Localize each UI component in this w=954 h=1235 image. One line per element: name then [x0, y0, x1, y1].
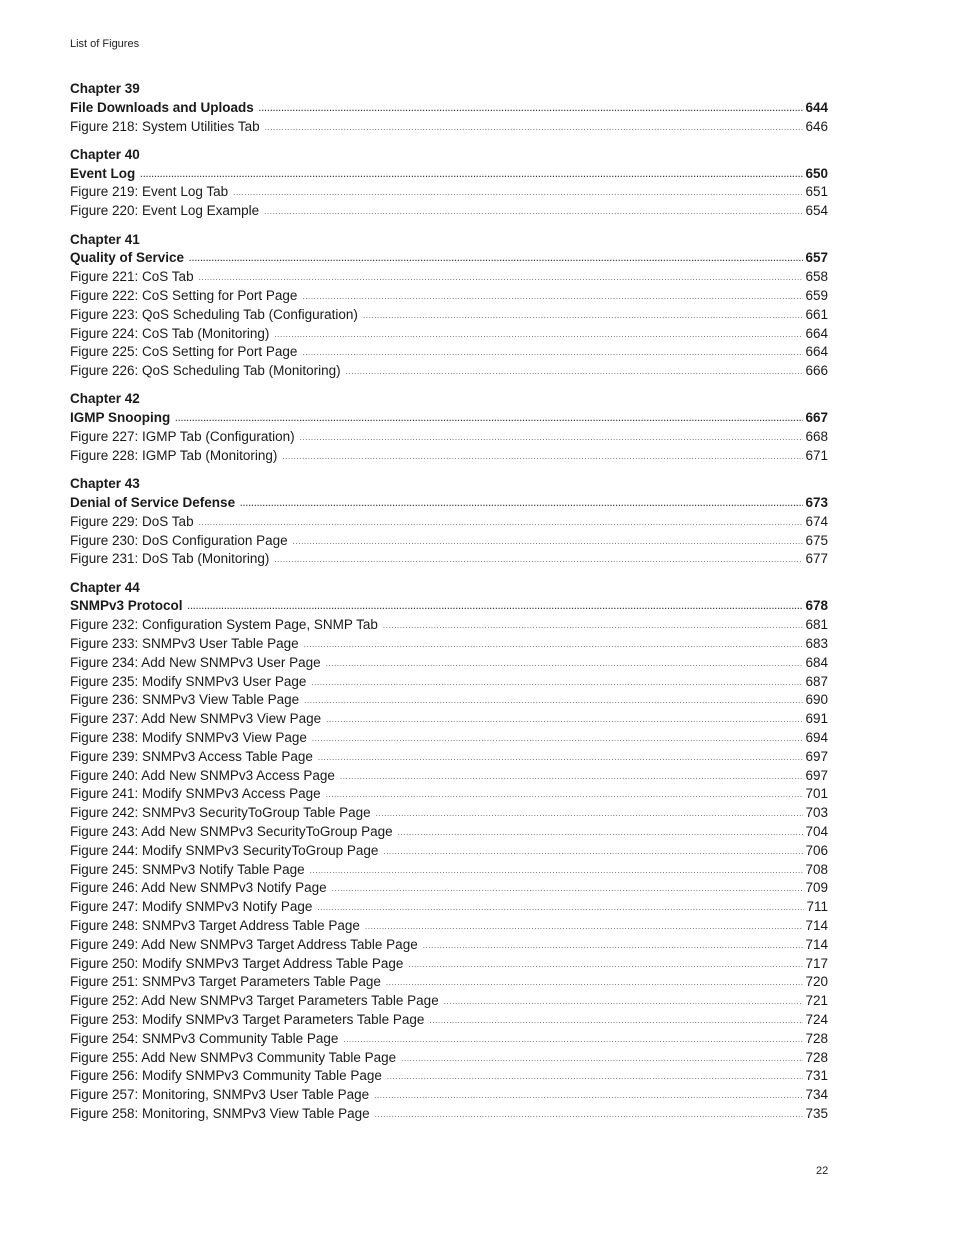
- dot-leader: [376, 805, 804, 824]
- dot-leader: [326, 711, 803, 730]
- figure-title: Figure 234: Add New SNMPv3 User Page: [70, 654, 321, 670]
- chapter-page-number: 657: [805, 250, 828, 266]
- figure-entry[interactable]: [70, 823, 828, 842]
- page-number: 22: [816, 1165, 829, 1177]
- figure-entry[interactable]: [70, 1086, 828, 1105]
- figure-entry[interactable]: [70, 325, 828, 344]
- dot-leader: [326, 786, 804, 805]
- figure-page-number: 714: [805, 917, 828, 933]
- figure-title: Figure 252: Add New SNMPv3 Target Parameters Table Page: [70, 993, 439, 1009]
- chapter-section: [70, 80, 828, 136]
- figure-entry[interactable]: [70, 729, 828, 748]
- chapter-title: Denial of Service Defense: [70, 494, 236, 510]
- figure-page-number: 681: [805, 617, 828, 633]
- dot-leader: [240, 495, 803, 514]
- figure-title: Figure 218: System Utilities Tab: [70, 118, 260, 134]
- dot-leader: [304, 692, 803, 711]
- chapter-page-number: 650: [805, 165, 828, 181]
- figure-page-number: 709: [805, 880, 828, 896]
- figure-entry[interactable]: [70, 861, 828, 880]
- figure-entry[interactable]: [70, 1030, 828, 1049]
- figure-title: Figure 225: CoS Setting for Port Page: [70, 344, 298, 360]
- chapter-section: [70, 390, 828, 465]
- figure-page-number: 720: [805, 974, 828, 990]
- figure-title: Figure 230: DoS Configuration Page: [70, 532, 288, 548]
- figure-page-number: 701: [805, 786, 828, 802]
- chapter-title-entry[interactable]: [70, 597, 828, 616]
- figure-page-number: 654: [805, 203, 828, 219]
- figure-page-number: 687: [805, 673, 828, 689]
- figure-page-number: 651: [805, 184, 828, 200]
- chapter-page-number: 644: [805, 99, 828, 115]
- figure-page-number: 677: [805, 551, 828, 567]
- chapter-label: Chapter 43: [70, 476, 140, 492]
- dot-leader: [312, 730, 804, 749]
- chapter-title: SNMPv3 Protocol: [70, 598, 183, 614]
- figure-page-number: 731: [805, 1068, 828, 1084]
- figure-entry[interactable]: [70, 1067, 828, 1086]
- figure-entry[interactable]: [70, 616, 828, 635]
- chapter-section: [70, 146, 828, 221]
- figure-entry[interactable]: [70, 767, 828, 786]
- dot-leader: [282, 448, 803, 467]
- figure-title: Figure 238: Modify SNMPv3 View Page: [70, 730, 307, 745]
- dot-leader: [444, 993, 804, 1012]
- dot-leader: [233, 184, 803, 203]
- figure-title: Figure 222: CoS Setting for Port Page: [70, 287, 298, 303]
- figure-page-number: 735: [805, 1105, 828, 1121]
- document-page: [70, 0, 828, 1235]
- figure-page-number: 646: [805, 118, 828, 134]
- figure-title: Figure 249: Add New SNMPv3 Target Address Table Page: [70, 936, 418, 952]
- figure-title: Figure 251: SNMPv3 Target Parameters Table Page: [70, 974, 381, 990]
- dot-leader: [311, 674, 803, 693]
- figure-entry[interactable]: [70, 343, 828, 362]
- figure-entry[interactable]: [70, 936, 828, 955]
- figure-entry[interactable]: [70, 118, 828, 137]
- chapter-label: Chapter 42: [70, 391, 140, 407]
- chapter-title: Event Log: [70, 165, 136, 181]
- figure-title: Figure 229: DoS Tab: [70, 513, 194, 529]
- chapter-title-entry[interactable]: [70, 99, 828, 118]
- dot-leader: [140, 166, 803, 185]
- figure-entry[interactable]: [70, 654, 828, 673]
- dot-leader: [365, 918, 804, 937]
- figure-title: Figure 221: CoS Tab: [70, 269, 194, 285]
- figure-title: Figure 244: Modify SNMPv3 SecurityToGroup Page: [70, 842, 379, 858]
- figure-page-number: 659: [805, 287, 828, 303]
- figure-title: Figure 237: Add New SNMPv3 View Page: [70, 711, 322, 727]
- figure-title: Figure 219: Event Log Tab: [70, 184, 229, 200]
- chapter-page-number: 678: [805, 598, 828, 614]
- figure-entry[interactable]: [70, 691, 828, 710]
- figure-title: Figure 250: Modify SNMPv3 Target Address Table Page: [70, 955, 404, 971]
- figure-page-number: 703: [805, 805, 828, 821]
- figure-title: Figure 240: Add New SNMPv3 Access Page: [70, 767, 335, 783]
- dot-leader: [310, 862, 804, 881]
- dot-leader: [259, 100, 804, 119]
- figure-list: [70, 513, 828, 569]
- figure-page-number: 704: [805, 823, 828, 839]
- dot-leader: [300, 429, 804, 448]
- chapter-page-number: 667: [805, 410, 828, 426]
- figure-entry[interactable]: [70, 550, 828, 569]
- figure-list: [70, 268, 828, 381]
- figure-entry[interactable]: [70, 973, 828, 992]
- dot-leader: [302, 344, 803, 363]
- figure-entry[interactable]: [70, 917, 828, 936]
- figure-page-number: 717: [805, 955, 828, 971]
- figure-list: [70, 616, 828, 1124]
- figure-title: Figure 245: SNMPv3 Notify Table Page: [70, 861, 305, 877]
- dot-leader: [429, 1012, 803, 1031]
- figure-page-number: 708: [805, 861, 828, 877]
- figure-page-number: 734: [805, 1087, 828, 1103]
- figure-title: Figure 255: Add New SNMPv3 Community Table Page: [70, 1049, 397, 1065]
- figure-page-number: 724: [805, 1011, 828, 1027]
- dot-leader: [346, 363, 804, 382]
- dot-leader: [423, 937, 804, 956]
- dot-leader: [304, 636, 804, 655]
- figure-page-number: 683: [805, 636, 828, 652]
- figure-title: Figure 257: Monitoring, SNMPv3 User Table Page: [70, 1087, 370, 1103]
- figure-entry[interactable]: [70, 513, 828, 532]
- dot-leader: [274, 551, 803, 570]
- figure-entry[interactable]: [70, 673, 828, 692]
- figure-list: [70, 183, 828, 221]
- dot-leader: [408, 956, 803, 975]
- figure-entry[interactable]: [70, 1011, 828, 1030]
- figure-title: Figure 232: Configuration System Page, SNMP Tab: [70, 617, 378, 633]
- dot-leader: [189, 250, 803, 269]
- figure-page-number: 691: [805, 711, 828, 727]
- figure-page-number: 690: [805, 692, 828, 708]
- figure-title: Figure 226: QoS Scheduling Tab (Monitoring): [70, 363, 341, 379]
- figure-entry[interactable]: [70, 748, 828, 767]
- figure-title: Figure 235: Modify SNMPv3 User Page: [70, 673, 307, 689]
- dot-leader: [175, 410, 803, 429]
- figure-title: Figure 236: SNMPv3 View Table Page: [70, 692, 300, 708]
- figure-page-number: 706: [805, 842, 828, 858]
- figure-title: Figure 246: Add New SNMPv3 Notify Page: [70, 880, 327, 896]
- chapter-title: Quality of Service: [70, 250, 185, 266]
- figure-page-number: 728: [805, 1049, 828, 1065]
- figure-entry[interactable]: [70, 268, 828, 287]
- chapter-section: [70, 475, 828, 569]
- figure-page-number: 697: [805, 767, 828, 783]
- figure-entry[interactable]: [70, 306, 828, 325]
- figure-title: Figure 241: Modify SNMPv3 Access Page: [70, 786, 321, 802]
- figure-page-number: 664: [805, 325, 828, 341]
- dot-leader: [343, 1031, 803, 1050]
- chapter-title-entry[interactable]: [70, 249, 828, 268]
- chapter-title-entry[interactable]: [70, 165, 828, 184]
- figure-title: Figure 254: SNMPv3 Community Table Page: [70, 1030, 339, 1046]
- figure-title: Figure 223: QoS Scheduling Tab (Configuration): [70, 306, 358, 322]
- figure-entry[interactable]: [70, 879, 828, 898]
- figure-title: Figure 233: SNMPv3 User Table Page: [70, 636, 299, 652]
- dot-leader: [386, 974, 804, 993]
- dot-leader: [293, 533, 804, 552]
- figure-title: Figure 224: CoS Tab (Monitoring): [70, 325, 270, 341]
- dot-leader: [264, 203, 803, 222]
- dot-leader: [199, 514, 804, 533]
- figure-entry[interactable]: [70, 842, 828, 861]
- figure-page-number: 714: [805, 936, 828, 952]
- figure-entry[interactable]: [70, 955, 828, 974]
- dot-leader: [387, 1068, 804, 1087]
- dot-leader: [363, 307, 804, 326]
- figure-page-number: 675: [805, 532, 828, 548]
- figure-page-number: 721: [805, 993, 828, 1009]
- figure-page-number: 711: [806, 899, 828, 915]
- figure-entry[interactable]: [70, 362, 828, 381]
- figure-title: Figure 228: IGMP Tab (Monitoring): [70, 447, 278, 463]
- dot-leader: [188, 598, 804, 617]
- figure-title: Figure 242: SNMPv3 SecurityToGroup Table Page: [70, 805, 371, 821]
- chapter-label: Chapter 41: [70, 231, 140, 247]
- chapter-label: Chapter 40: [70, 146, 140, 162]
- figure-entry[interactable]: [70, 447, 828, 466]
- chapter-title: IGMP Snooping: [70, 410, 171, 426]
- chapter-label: Chapter 44: [70, 579, 140, 595]
- figure-title: Figure 253: Modify SNMPv3 Target Parameters Table Page: [70, 1011, 425, 1027]
- figure-entry[interactable]: [70, 804, 828, 823]
- dot-leader: [383, 843, 803, 862]
- dot-leader: [318, 749, 804, 768]
- figure-page-number: 694: [805, 730, 828, 745]
- chapter-page-number: 673: [805, 494, 828, 510]
- chapter-section: [70, 231, 828, 381]
- figure-title: Figure 258: Monitoring, SNMPv3 View Table Page: [70, 1105, 370, 1121]
- chapter-title: File Downloads and Uploads: [70, 99, 254, 115]
- figure-page-number: 697: [805, 748, 828, 764]
- figure-page-number: 658: [805, 269, 828, 285]
- figure-entry[interactable]: [70, 202, 828, 221]
- chapter-title-entry[interactable]: [70, 494, 828, 513]
- figure-title: Figure 239: SNMPv3 Access Table Page: [70, 748, 313, 764]
- figure-page-number: 674: [805, 513, 828, 529]
- figure-page-number: 684: [805, 654, 828, 670]
- figure-entry[interactable]: [70, 532, 828, 551]
- list-of-figures: [70, 80, 828, 1133]
- dot-leader: [340, 768, 804, 787]
- figure-entry[interactable]: [70, 635, 828, 654]
- chapter-label: Chapter 39: [70, 81, 140, 96]
- figure-entry[interactable]: [70, 287, 828, 306]
- dot-leader: [265, 119, 804, 138]
- figure-page-number: 728: [805, 1030, 828, 1046]
- figure-title: Figure 247: Modify SNMPv3 Notify Page: [70, 899, 313, 915]
- running-head: List of Figures: [70, 38, 140, 50]
- figure-entry[interactable]: [70, 428, 828, 447]
- dot-leader: [383, 617, 804, 636]
- figure-title: Figure 227: IGMP Tab (Configuration): [70, 429, 295, 445]
- figure-list: [70, 428, 828, 466]
- dot-leader: [332, 880, 804, 899]
- dot-leader: [398, 824, 804, 843]
- dot-leader: [326, 655, 804, 674]
- figure-title: Figure 243: Add New SNMPv3 SecurityToGroup Page: [70, 823, 393, 839]
- figure-title: Figure 220: Event Log Example: [70, 203, 260, 219]
- figure-title: Figure 256: Modify SNMPv3 Community Table Page: [70, 1068, 382, 1084]
- figure-page-number: 661: [805, 306, 828, 322]
- figure-page-number: 666: [805, 363, 828, 379]
- dot-leader: [199, 269, 804, 288]
- figure-entry[interactable]: [70, 898, 828, 917]
- chapter-title-entry[interactable]: [70, 409, 828, 428]
- figure-entry[interactable]: [70, 992, 828, 1011]
- figure-page-number: 668: [805, 429, 828, 445]
- figure-entry[interactable]: [70, 1049, 828, 1068]
- figure-entry[interactable]: [70, 710, 828, 729]
- figure-page-number: 671: [805, 447, 828, 463]
- figure-entry[interactable]: [70, 785, 828, 804]
- dot-leader: [302, 288, 803, 307]
- dot-leader: [374, 1087, 803, 1106]
- dot-leader: [401, 1050, 803, 1069]
- chapter-section: [70, 579, 828, 1124]
- figure-title: Figure 248: SNMPv3 Target Address Table Page: [70, 917, 360, 933]
- figure-page-number: 664: [805, 344, 828, 360]
- figure-entry[interactable]: [70, 183, 828, 202]
- figure-list: [70, 118, 828, 137]
- figure-entry[interactable]: [70, 1105, 828, 1124]
- dot-leader: [375, 1106, 804, 1125]
- dot-leader: [274, 326, 803, 345]
- dot-leader: [317, 899, 804, 918]
- figure-title: Figure 231: DoS Tab (Monitoring): [70, 551, 270, 567]
